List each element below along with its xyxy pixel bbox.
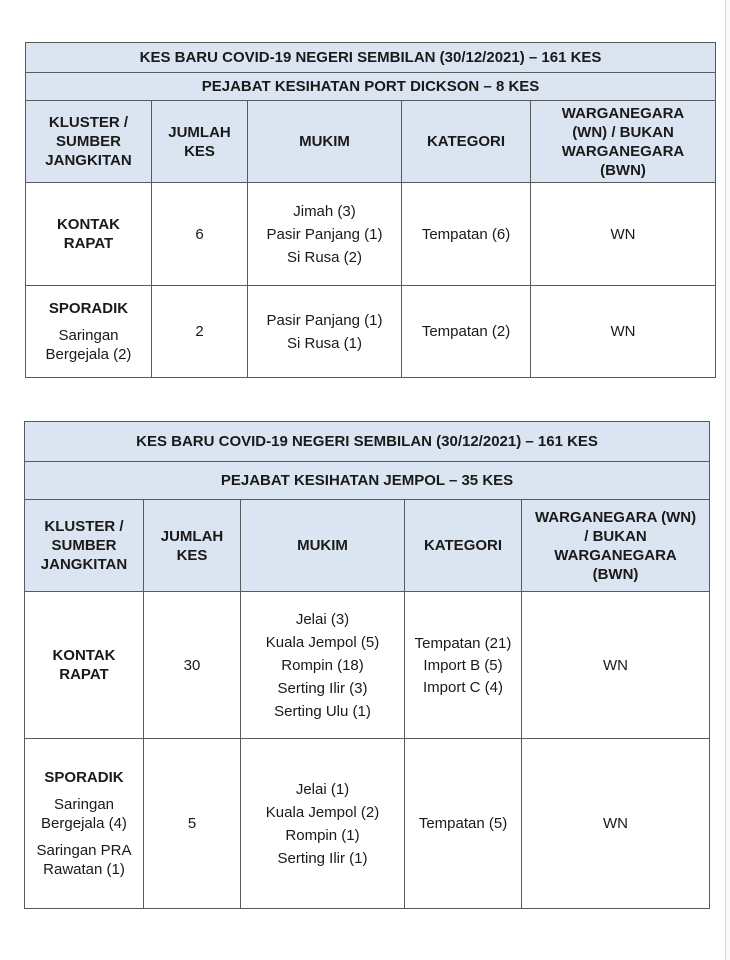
- warga-cell: WN: [531, 183, 716, 286]
- header-kluster: KLUSTER / SUMBER JANGKITAN: [26, 101, 152, 183]
- kluster-cell: SPORADIK Saringan Bergejala (2): [26, 286, 152, 378]
- header-warga: WARGANEGARA (WN) / BUKAN WARGANEGARA (BWN): [522, 500, 710, 592]
- table-row: [25, 592, 710, 739]
- header-jumlah: JUMLAH KES: [144, 500, 241, 592]
- office-title: PEJABAT KESIHATAN PORT DICKSON – 8 KES: [26, 73, 716, 101]
- header-kategori: KATEGORI: [402, 101, 531, 183]
- table-title: KES BARU COVID-19 NEGERI SEMBILAN (30/12/2021) – 161 KES: [25, 422, 710, 462]
- warga-cell: WN: [522, 739, 710, 909]
- kluster-cell: KONTAK RAPAT: [25, 592, 144, 739]
- mukim-cell: Pasir Panjang (1) Si Rusa (1): [248, 286, 402, 378]
- warga-cell: WN: [522, 592, 710, 739]
- mukim-cell: Jimah (3) Pasir Panjang (1) Si Rusa (2): [248, 183, 402, 286]
- header-warga: WARGANEGARA (WN) / BUKAN WARGANEGARA (BWN): [531, 101, 716, 183]
- header-jumlah: JUMLAH KES: [152, 101, 248, 183]
- kategori-cell: Tempatan (2): [402, 286, 531, 378]
- jumlah-cell: 6: [152, 183, 248, 286]
- table-row: [26, 183, 716, 286]
- warga-cell: WN: [531, 286, 716, 378]
- mukim-cell: Jelai (1) Kuala Jempol (2) Rompin (1) Serting Ilir (1): [241, 739, 405, 909]
- kategori-cell: Tempatan (5): [405, 739, 522, 909]
- page-scrollbar[interactable]: [725, 0, 730, 960]
- mukim-cell: Jelai (3) Kuala Jempol (5) Rompin (18) Serting Ilir (3) Serting Ulu (1): [241, 592, 405, 739]
- table-row: [25, 739, 710, 909]
- header-mukim: MUKIM: [241, 500, 405, 592]
- header-kluster: KLUSTER / SUMBER JANGKITAN: [25, 500, 144, 592]
- table-row: [26, 286, 716, 378]
- table-title: KES BARU COVID-19 NEGERI SEMBILAN (30/12/2021) – 161 KES: [26, 43, 716, 73]
- case-table-jempol: [24, 421, 710, 909]
- kluster-cell: SPORADIK Saringan Bergejala (4) Saringan PRA Rawatan (1): [25, 739, 144, 909]
- jumlah-cell: 30: [144, 592, 241, 739]
- kluster-cell: KONTAK RAPAT: [26, 183, 152, 286]
- header-mukim: MUKIM: [248, 101, 402, 183]
- kategori-cell: Tempatan (6): [402, 183, 531, 286]
- jumlah-cell: 5: [144, 739, 241, 909]
- kategori-cell: Tempatan (21) Import B (5) Import C (4): [405, 592, 522, 739]
- office-title: PEJABAT KESIHATAN JEMPOL – 35 KES: [25, 462, 710, 500]
- header-kategori: KATEGORI: [405, 500, 522, 592]
- jumlah-cell: 2: [152, 286, 248, 378]
- case-table-port-dickson: [25, 42, 716, 378]
